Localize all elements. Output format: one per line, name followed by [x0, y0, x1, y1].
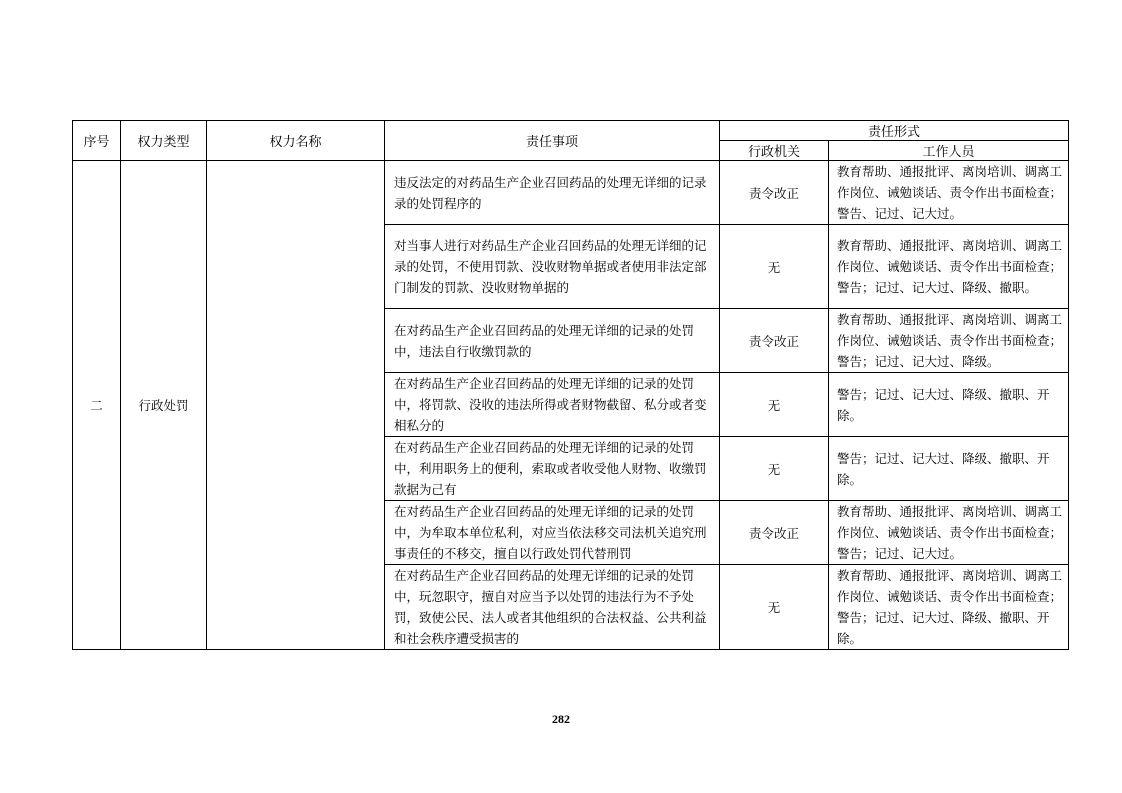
group-seq: 二 [73, 161, 121, 650]
staff-cell: 教育帮助、通报批评、离岗培训、调离工作岗位、诫勉谈话、责令作出书面检查；警告；记过、记大过。 [829, 501, 1069, 565]
staff-cell: 教育帮助、通报批评、离岗培训、调离工作岗位、诫勉谈话、责令作出书面检查；警告；记过、记大过、降级、撤职。 [829, 225, 1069, 309]
staff-cell: 教育帮助、通报批评、离岗培训、调离工作岗位、诫勉谈话、责令作出书面检查；警告；记过、记大过、降级。 [829, 309, 1069, 373]
agency-cell: 无 [720, 437, 829, 501]
header-power-name: 权力名称 [207, 121, 385, 161]
group-power-type: 行政处罚 [121, 161, 207, 650]
header-seq: 序号 [73, 121, 121, 161]
duty-cell: 在对药品生产企业召回药品的处理无详细的记录的处罚中，玩忽职守，擅自对应当予以处罚的违法行为不予处罚，致使公民、法人或者其他组织的合法权益、公共利益和社会秩序遭受损害的 [385, 565, 720, 650]
staff-cell: 教育帮助、通报批评、离岗培训、调离工作岗位、诫勉谈话、责令作出书面检查；警告、记过、记大过。 [829, 161, 1069, 225]
header-responsibility-form: 责任形式 [720, 121, 1069, 141]
duty-cell: 违反法定的对药品生产企业召回药品的处理无详细的记录录的处罚程序的 [385, 161, 720, 225]
duty-cell: 在对药品生产企业召回药品的处理无详细的记录的处罚中，为牟取本单位私利，对应当依法移交司法机关追究刑事责任的不移交，擅自以行政处罚代替刑罚 [385, 501, 720, 565]
page-number: 282 [552, 712, 570, 726]
agency-cell: 无 [720, 373, 829, 437]
table-row [73, 161, 1069, 225]
agency-cell: 责令改正 [720, 309, 829, 373]
staff-cell: 警告；记过、记大过、降级、撤职、开除。 [829, 373, 1069, 437]
agency-cell: 责令改正 [720, 501, 829, 565]
agency-cell: 责令改正 [720, 161, 829, 225]
staff-cell: 警告；记过、记大过、降级、撤职、开除。 [829, 437, 1069, 501]
group-power-name [207, 161, 385, 650]
staff-cell: 教育帮助、通报批评、离岗培训、调离工作岗位、诫勉谈话、责令作出书面检查；警告；记过、记大过、降级、撤职、开除。 [829, 565, 1069, 650]
agency-cell: 无 [720, 225, 829, 309]
duty-cell: 对当事人进行对药品生产企业召回药品的处理无详细的记录的处罚，不使用罚款、没收财物单据或者使用非法定部门制发的罚款、没收财物单据的 [385, 225, 720, 309]
header-staff: 工作人员 [829, 141, 1069, 161]
header-duty: 责任事项 [385, 121, 720, 161]
duty-cell: 在对药品生产企业召回药品的处理无详细的记录的处罚中，违法自行收缴罚款的 [385, 309, 720, 373]
responsibility-table [72, 120, 1069, 650]
header-agency: 行政机关 [720, 141, 829, 161]
header-power-type: 权力类型 [121, 121, 207, 161]
duty-cell: 在对药品生产企业召回药品的处理无详细的记录的处罚中，利用职务上的便利，索取或者收受他人财物、收缴罚款据为己有 [385, 437, 720, 501]
duty-cell: 在对药品生产企业召回药品的处理无详细的记录的处罚中，将罚款、没收的违法所得或者财物截留、私分或者变相私分的 [385, 373, 720, 437]
agency-cell: 无 [720, 565, 829, 650]
